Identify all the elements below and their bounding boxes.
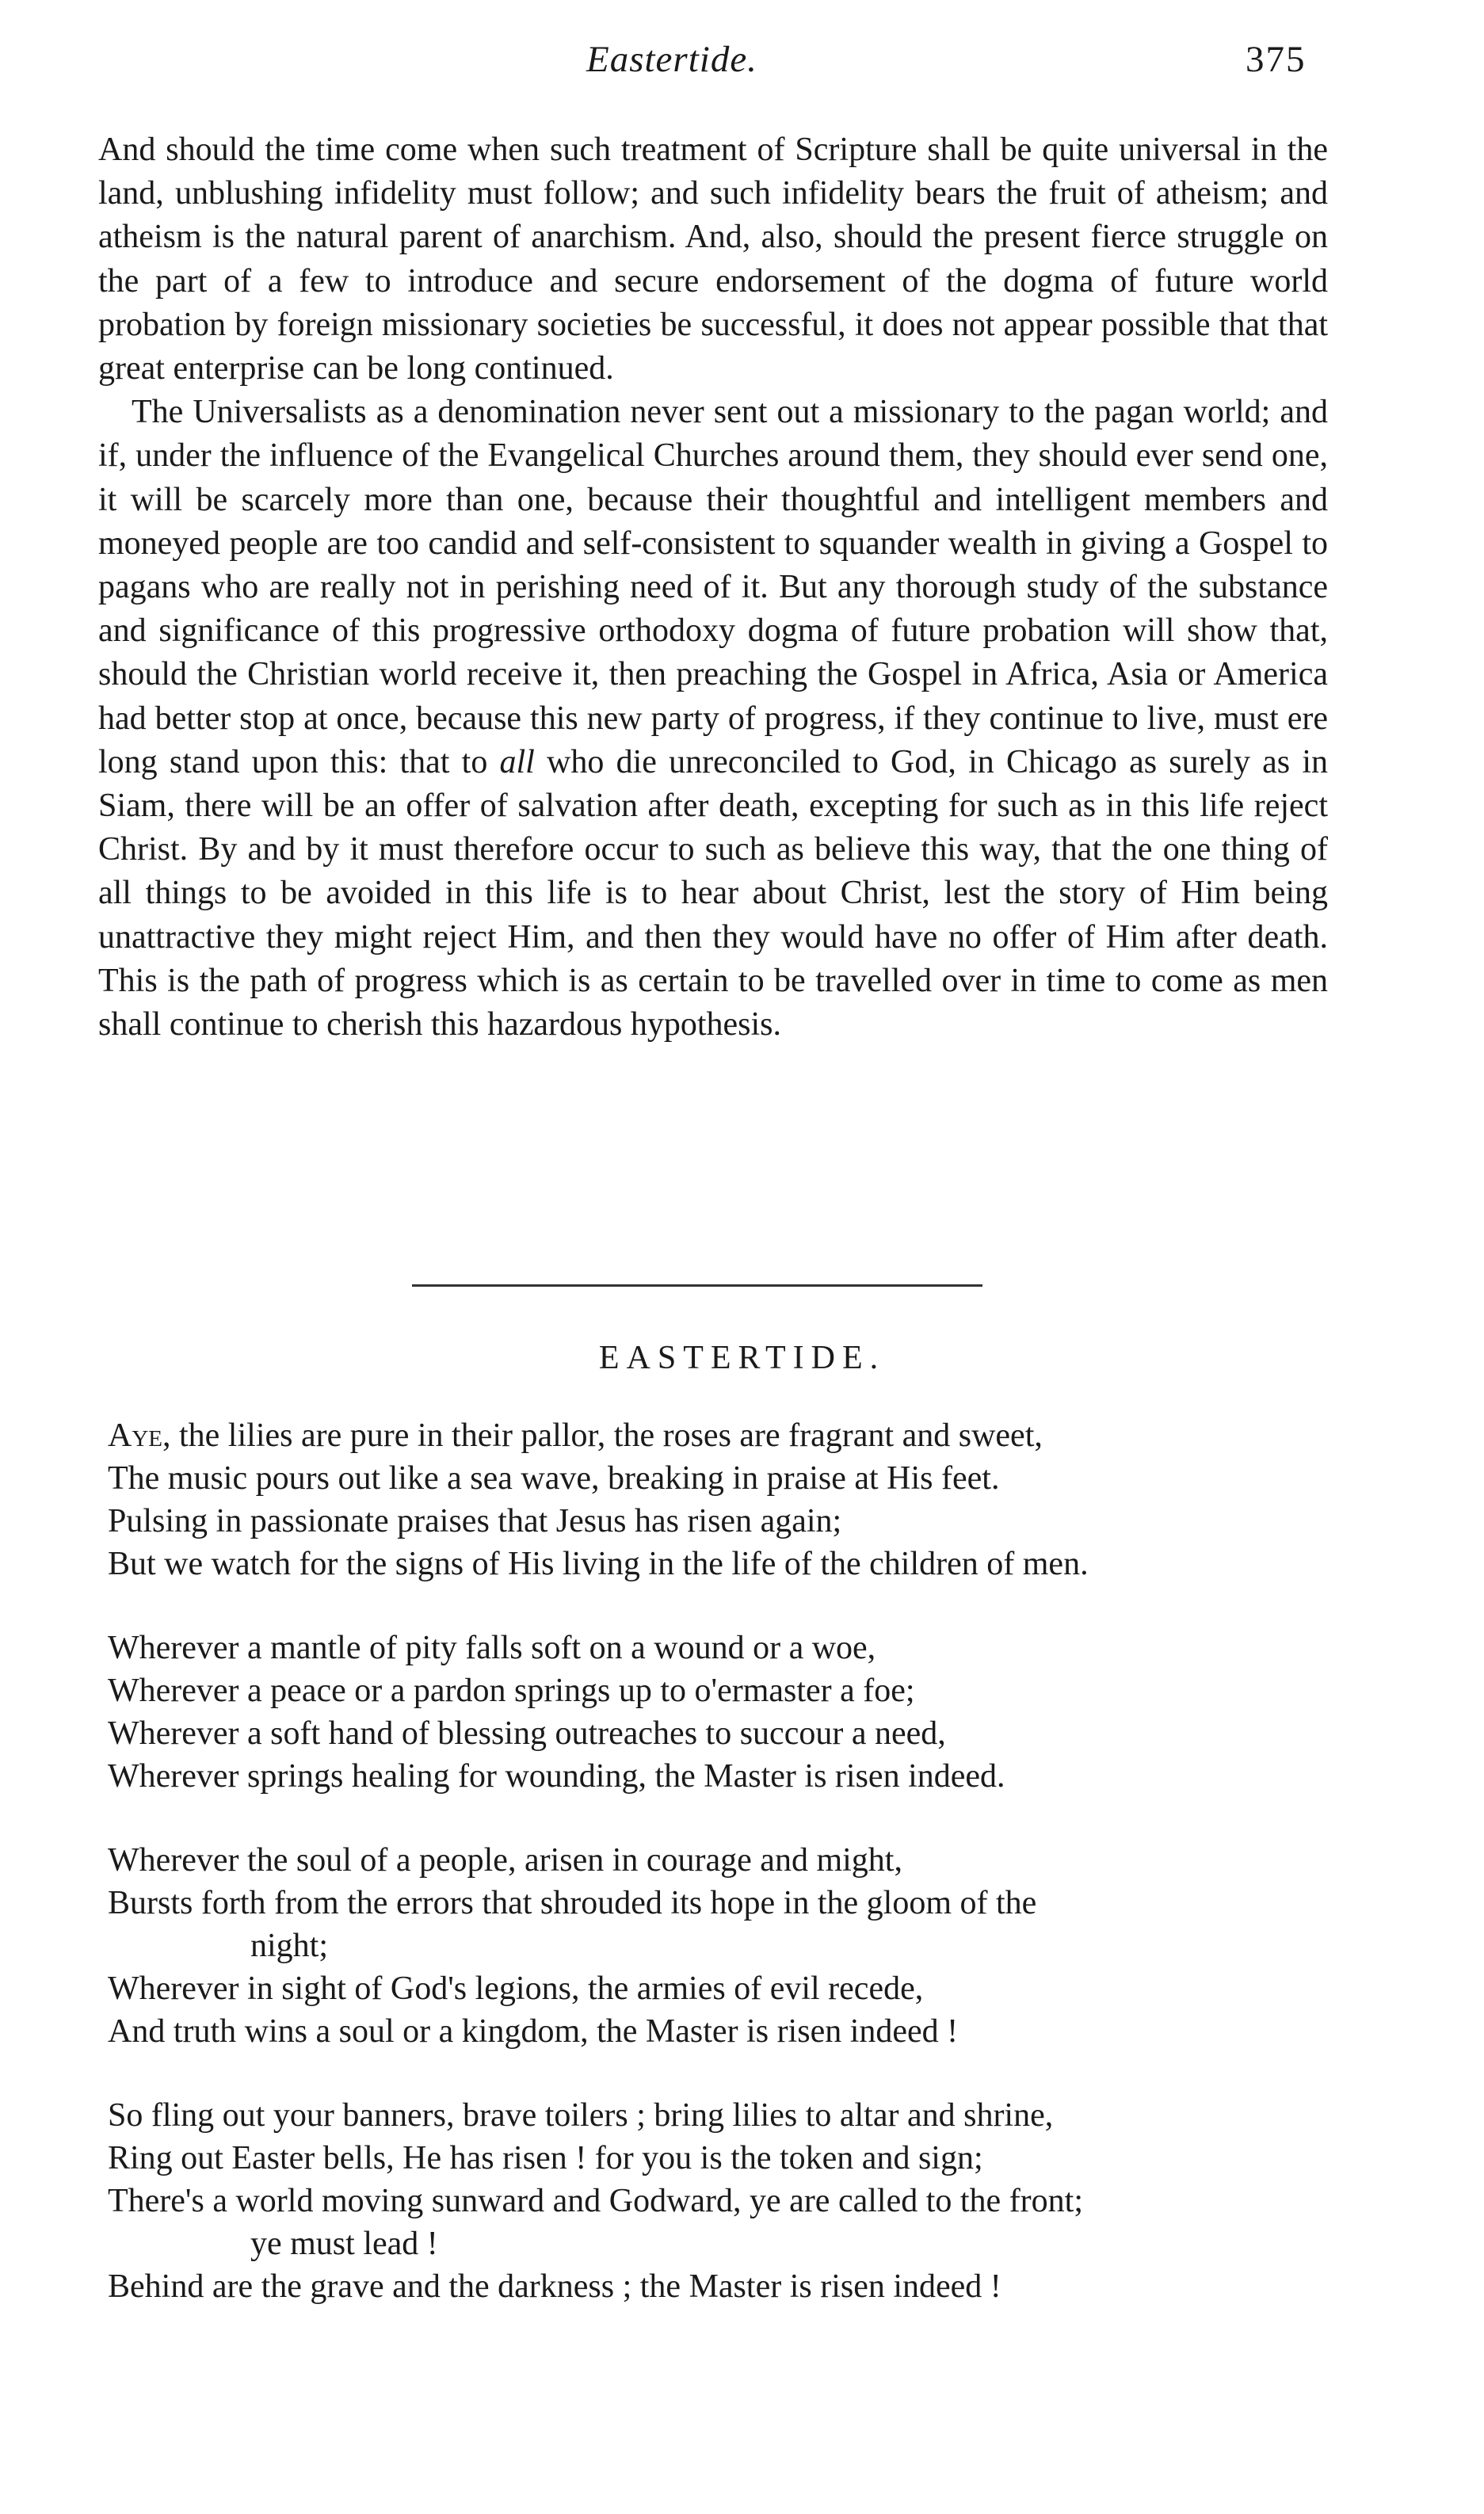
poem [108,1414,1391,2349]
paragraph-2-text-before: The Universalists as a denomination never sent out a missionary to the pagan world; and if, under the influence of the Evangelical Churches around them, they should ever send one, it will be scarcely more than one, because their thoughtful and intelligent members and moneyed people are too candid and self-consistent to squander wealth in giving a Gospel to pagans who are really not in perishing need of it. But any thorough study of the substance and significance of this progressive orthodoxy dogma of future probation will show that, should the Christian world receive it, then preaching the Gospel in Africa, Asia or America had better stop at once, because this new party of progress, if they continue to live, must ere long stand upon this: that to [98,394,1328,780]
poem-line: But we watch for the signs of His living in the life of the children of men. [108,1546,1089,1582]
poem-line-text: , the lilies are pure in their pallor, the roses are fragrant and sweet, [162,1417,1043,1454]
poem-line [108,1414,1391,1457]
page-number: 375 [1246,39,1307,80]
stanza-3 [108,1839,1391,2053]
section-divider [412,1284,982,1287]
poem-line: Wherever springs healing for wounding, the Master is risen indeed. [108,1758,1005,1795]
poem-line: Bursts forth from the errors that shrouded its hope in the gloom of the [108,1885,1037,1921]
poem-line: Wherever the soul of a people, arisen in courage and might, [108,1842,902,1879]
prose-paragraph-1: And should the time come when such treatment of Scripture shall be quite universal in the land, unblushing infidelity must follow; and such infidelity bears the fruit of atheism; and atheism is the natural parent of anarchism. And, also, should the present fierce struggle on the part of a few to introduce and secure endorsement of the dogma of future world probation by foreign missionary societies be successful, it does not appear possible that that great enterprise can be long continued. [98,132,1328,387]
poem-line: And truth wins a soul or a kingdom, the Master is risen indeed ! [108,2013,959,2050]
poem-line: Wherever a peace or a pardon springs up to o'ermaster a foe; [108,1673,915,1709]
stanza-2 [108,1627,1391,1798]
poem-line-continuation: ye must lead ! [250,2226,438,2262]
poem-line: Wherever a soft hand of blessing outreaches to succour a need, [108,1715,946,1752]
poem-line: There's a world moving sunward and Godward, ye are called to the front; [108,2183,1084,2219]
prose-paragraph-2 [98,391,1328,1047]
poem-line: Wherever in sight of God's legions, the armies of evil recede, [108,1970,924,2007]
poem-title: EASTERTIDE. [598,1340,886,1376]
poem-line: Pulsing in passionate praises that Jesus has risen again; [108,1503,842,1539]
prose-section [98,128,1328,1047]
stanza-4 [108,2094,1391,2308]
running-head [0,38,1484,86]
poem-line-continuation: night; [250,1928,329,1964]
paragraph-2-text-after: who die unreconciled to God, in Chicago as surely as in Siam, there will be an offer of salvation after death, excepting for such as in this life reject Christ. By and by it must therefore occur to such as believe this way, that the one thing of all things to be avoided in this life is to hear about Christ, lest the story of Him being unattractive they might reject Him, and then they would have no offer of Him after death. This is the path of progress which is as certain to be travelled over in time to come as men shall continue to cherish this hazardous hypothesis. [98,743,1328,1043]
poem-line: So fling out your banners, brave toilers ; bring lilies to altar and shrine, [108,2097,1054,2134]
emphasized-word: all [499,743,535,780]
poem-line: Ring out Easter bells, He has risen ! for you is the token and sign; [108,2140,983,2176]
running-title: Eastertide. [586,39,757,80]
poem-line: Wherever a mantle of pity falls soft on a wound or a woe, [108,1630,876,1666]
poem-line: The music pours out like a sea wave, breaking in praise at His feet. [108,1460,1000,1497]
poem-first-word: Aye [108,1417,162,1454]
stanza-1 [108,1414,1391,1585]
poem-line: Behind are the grave and the darkness ; the Master is risen indeed ! [108,2268,1001,2305]
